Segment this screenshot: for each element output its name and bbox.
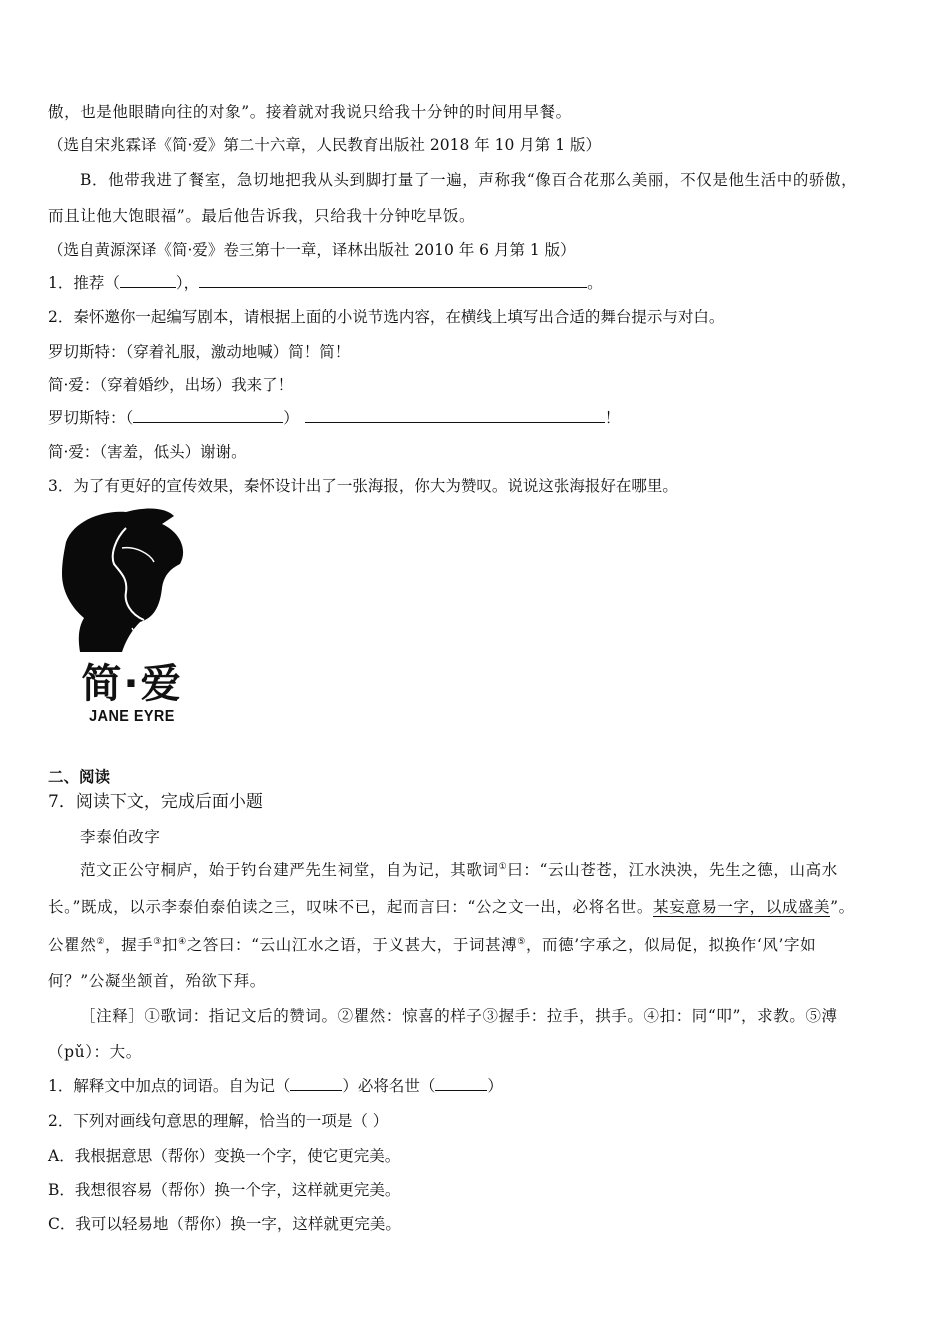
underlined-sentence: 某妄意易一字，以成盛美 [653,898,831,916]
stage-direction-blank[interactable] [133,408,283,423]
question-2: 2．秦怀邀你一起编写剧本，请根据上面的小说节选内容，在横线上填写出合适的舞台提示与对白。 [48,308,725,326]
answer-blank[interactable] [435,1076,487,1091]
dialogue-line-1: 罗切斯特：（穿着礼服，激动地喊）简！简！ [48,343,351,361]
question-1: 1．推荐（ ）， 。 [48,274,603,292]
sub-question-1: 1．解释文中加点的词语。自为记（ ）必将名世（ ） [48,1077,503,1095]
poster-title-cn: 简·爱 [81,661,183,707]
passage-b-line2: 而且让他大饱眼福”。最后他告诉我，只给我十分钟吃早饭。 [48,207,476,225]
section-heading: 二、阅读 [48,767,111,786]
notes-line-1: ［注释］①歌词：指记文后的赞词。②瞿然：惊喜的样子③握手：拉手，拱手。④扣：同“叩”，求教。⑤溥 [80,1007,838,1025]
answer-blank[interactable] [199,273,587,288]
passage-line-2: 长。”既成，以示李泰伯泰伯读之三，叹味不已，起而言曰：“公之文一出，必将名世。某妄意易一字，以成盛美”。 [48,898,855,916]
passage-title: 李泰伯改字 [80,828,161,846]
poster-title-en: JANE EYRE [89,708,175,725]
answer-blank[interactable] [120,273,176,288]
source-b: （选自黄源深译《简·爱》卷三第十一章，译林出版社 2010 年 6 月第 1 版） [48,241,576,259]
answer-blank[interactable] [290,1076,342,1091]
passage-line-1: 范文正公守桐庐，始于钓台建严先生祠堂，自为记，其歌词①曰：“云山苍苍，江水泱泱，先生之德，山高水 [80,861,838,879]
dialogue-blank[interactable] [305,408,605,423]
silhouette-portrait-icon [56,502,208,652]
jane-eyre-poster [56,502,208,734]
dialogue-line-4: 简·爱：（害羞，低头）谢谢。 [48,443,247,461]
question-3: 3．为了有更好的宣传效果，秦怀设计出了一张海报，你大为赞叹。说说这张海报好在哪里。 [48,477,678,495]
passage-a-end: 傲，也是他眼睛向往的对象”。接着就对我说只给我十分钟的时间用早餐。 [48,103,572,121]
option-a[interactable]: A．我根据意思（帮你）变换一个字，使它更完美。 [48,1147,401,1165]
notes-line-2: （pǔ）：大。 [48,1043,142,1061]
option-b[interactable]: B．我想很容易（帮你）换一个字，这样就更完美。 [48,1181,401,1199]
dialogue-line-2: 简·爱：（穿着婚纱，出场）我来了！ [48,376,294,394]
source-a: （选自宋兆霖译《简·爱》第二十六章，人民教育出版社 2018 年 10 月第 1 版） [48,136,602,154]
passage-line-3: 公瞿然②，握手③扣④之答曰：“云山江水之语，于义甚大，于词甚溥⑤，而德’字承之，似局促，拟换作‘风’字如 [48,936,817,954]
sub-question-2: 2．下列对画线句意思的理解，恰当的一项是（ ） [48,1112,389,1130]
dialogue-line-3: 罗切斯特：（ ） ！ [48,409,621,427]
question-7: 7．阅读下文，完成后面小题 [48,792,263,812]
passage-b-line1: B．他带我进了餐室，急切地把我从头到脚打量了一遍，声称我“像百合花那么美丽，不仅是他生活中的骄傲， [80,171,858,189]
option-c[interactable]: C．我可以轻易地（帮你）换一字，这样就更完美。 [48,1215,401,1233]
passage-line-4: 何？”公凝坐颔首，殆欲下拜。 [48,972,266,990]
